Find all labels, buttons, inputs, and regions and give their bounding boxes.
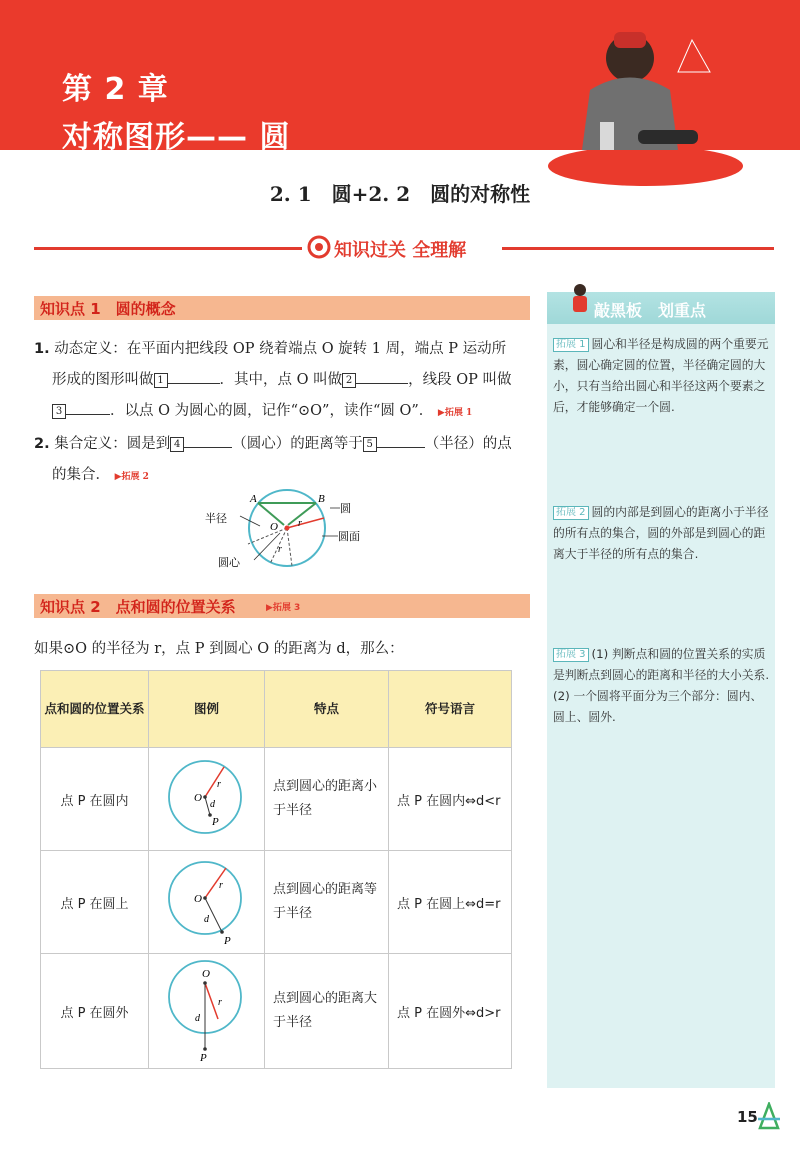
kp1-line3: ．以点 O 为圆心的圆，记作“⊙O”，读作“圆 O”． [110,403,434,419]
table-header-row [41,671,512,748]
fig-label-yuan: 圆 [340,502,351,515]
banner-line-right [502,247,774,250]
th-symbol: 符号语言 [389,671,512,748]
point-inside-figure [150,749,260,845]
kp1-body: 1. 动态定义：在平面内把线段 OP 绕着端点 O 旋转 1 周，端点 P 运动所 形成的图形叫做 1 ．其中，点 O 叫做 2 ，线段 OP 叫做 3 ．以点 O 为圆心的圆，记作“⊙O”，读作“圆 O”． ▶拓展 1 2. 集合定义：圆是到 4 （圆心）的距离等于 5 （半径）的点 的集合． ▶拓展 2 [34,341,512,483]
lbl-r: r [219,880,223,891]
cell-relation: 点 P 在圆上 [41,851,149,954]
cell-relation: 点 P 在圆外 [41,954,149,1069]
kp1-line1: 动态定义：在平面内把线段 OP 绕着端点 O 旋转 1 周，端点 P 运动所 [54,341,507,357]
tuozhan-2-link[interactable]: ▶拓展 2 [114,472,149,482]
note-tag-3: 拓展 3 [553,648,589,662]
note-text-3: (1) 判断点和圆的位置关系的实质是判断点到圆心的距离和半径的大小关系. [553,647,770,682]
table-row [41,954,512,1069]
fig-label-r2: r [278,544,282,555]
chapter-title: 对称图形—— 圆 [62,120,291,155]
note-text-2: 圆的内部是到圆心的距离小于半径的所有点的集合，圆的外部是到圆心的距离大于半径的所有点的集合. [553,505,769,561]
lbl-o: O [194,792,202,804]
cell-feature: 点到圆心的距离大于半径 [265,954,389,1069]
tuozhan-3-link[interactable]: ▶拓展 3 [266,603,301,613]
lbl-d: d [195,1013,200,1024]
fig-label-o: O [270,521,278,533]
lbl-r: r [217,779,221,790]
kp2-intro: 如果⊙O 的半径为 r，点 P 到圆心 O 的距离为 d，那么： [34,641,404,657]
blank-1[interactable] [168,369,220,384]
cell-feature: 点到圆心的距离等于半径 [265,851,389,954]
point-outside-figure [150,955,260,1063]
tuozhan-1-link[interactable]: ▶拓展 1 [437,408,473,418]
note-text-1: 圆心和半径是构成圆的两个重要元素，圆心确定圆的位置，半径确定圆的大小，只有当给出圆心和半径这两个要素之后，才能够确定一个圆. [553,337,769,414]
kp1-header [34,296,530,320]
cell-symbol: 点 P 在圆内⇔d<r [389,748,512,851]
lbl-p: P [212,816,219,828]
cell-relation: 点 P 在圆内 [41,748,149,851]
panel-note-1 [553,334,771,418]
blank-5[interactable] [377,433,425,448]
blank-3[interactable] [66,400,110,415]
kp1-line5: 的集合． [52,467,110,483]
circle-concept-figure [200,488,370,578]
lbl-r: r [218,997,222,1008]
note-text-3b: (2) 一个圆将平面分为三个部分：圆内、圆上、圆外. [553,689,763,724]
position-table [40,670,512,1069]
panel-title: 敲黑板 划重点 [594,301,707,320]
kp1-line4c: （半径）的点 [424,436,512,452]
cell-figure-inside [149,748,265,851]
blank-num-1: 1 [154,373,168,388]
fig-label-yuanxin: 圆心 [218,556,240,569]
banner-line-left [34,247,302,250]
cell-symbol: 点 P 在圆上⇔d=r [389,851,512,954]
th-feature: 特点 [265,671,389,748]
kp1-line2b: ．其中，点 O 叫做 [219,372,343,388]
blank-num-2: 2 [342,373,356,388]
swirl-icon [306,234,332,260]
note-tag-1: 拓展 1 [553,338,589,352]
kp1-title: 知识点 1 圆的概念 [40,300,176,318]
lbl-o: O [202,968,210,980]
fig-label-yuanmian: 圆面 [338,530,360,543]
panel-note-3 [553,644,771,728]
kp1-line2c: ，线段 OP 叫做 [408,372,512,388]
section-title: 2. 1 圆+2. 2 圆的对称性 [269,182,531,206]
cell-figure-on [149,851,265,954]
note-tag-2: 拓展 2 [553,506,589,520]
blank-num-3: 3 [52,404,66,419]
th-figure: 图例 [149,671,265,748]
illustration-person-icon [560,10,720,170]
kp2-header [34,594,530,618]
blank-num-5: 5 [363,437,377,452]
chapter-number: 第 2 章 [62,72,169,107]
banner-title: 知识过关 全理解 [334,240,467,261]
lbl-p: P [224,935,231,947]
lbl-o: O [194,893,202,905]
kp1-line2a: 形成的图形叫做 [52,372,154,388]
fig-label-banjing: 半径 [205,512,227,525]
cell-feature: 点到圆心的距离小于半径 [265,748,389,851]
blank-2[interactable] [356,369,408,384]
kp1-line4b: （圆心）的距离等于 [232,436,363,452]
kp2-title: 知识点 2 点和圆的位置关系 [40,598,236,616]
cell-figure-outside [149,954,265,1069]
page-logo-icon [756,1102,782,1130]
fig-label-b: B [318,493,325,505]
fig-label-r1: r [298,518,302,529]
lbl-p: P [200,1052,207,1063]
page-number: 15 [737,1108,758,1126]
panel-note-2 [553,502,771,565]
blank-num-4: 4 [170,437,184,452]
teacher-icon [568,280,592,320]
cell-symbol: 点 P 在圆外⇔d>r [389,954,512,1069]
kp1-line4a: 集合定义：圆是到 [54,436,171,452]
table-row [41,748,512,851]
blank-4[interactable] [184,433,232,448]
point-on-figure [150,852,260,948]
th-relation: 点和圆的位置关系 [41,671,149,748]
lbl-d: d [210,799,215,810]
lbl-d: d [204,914,209,925]
fig-label-a: A [250,493,257,505]
table-row [41,851,512,954]
